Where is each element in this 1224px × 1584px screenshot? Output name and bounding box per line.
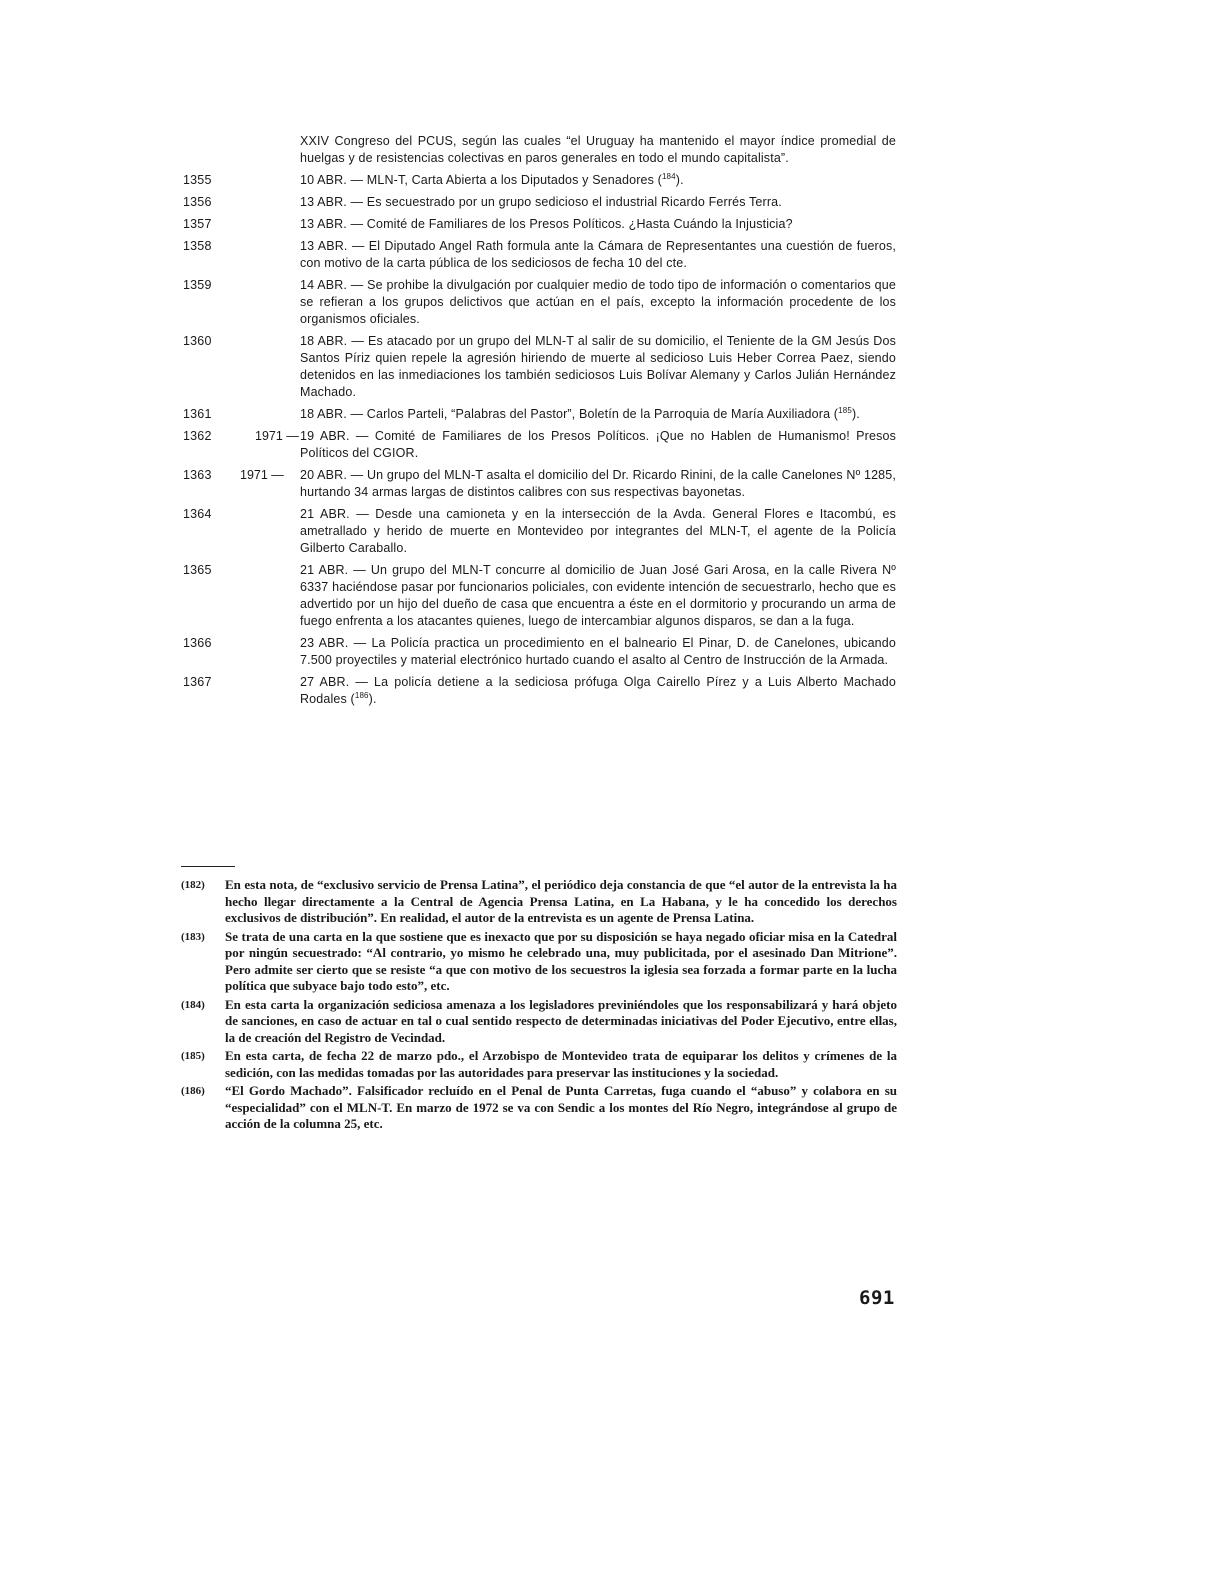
entry-number: 1359 bbox=[183, 278, 212, 292]
footnote-text: Se trata de una carta en la que sostiene que es inexacto que por su disposición se haya negado oficiar misa en la Catedral por ningún secuestrado: “Al contrario, yo mismo he celebrado una, muy publicitada, por el asesinado Dan Mitrione”. Pero admite ser cierto que se resiste “a que con motivo de los secuestros la iglesia sea forzada a formar parte en la lucha política que subyace bajo todo esto”, etc. bbox=[225, 928, 897, 993]
entry-body: 13 ABR. — Comité de Familiares de los Presos Políticos. ¿Hasta Cuándo la Injusticia? bbox=[300, 217, 793, 231]
footnote-label: (184) bbox=[181, 998, 205, 1011]
entry-number: 1366 bbox=[183, 636, 212, 650]
chronology-entry bbox=[0, 506, 1224, 557]
footnote-label: (183) bbox=[181, 930, 205, 943]
entry-tail: ). bbox=[675, 173, 684, 187]
entry-number: 1358 bbox=[183, 239, 212, 253]
chronology-entry bbox=[0, 467, 1224, 501]
footnote-text: En esta carta, de fecha 22 de marzo pdo., el Arzobispo de Montevideo trata de equiparar los delitos y crímenes de la sedición, con las medidas tomadas por las autoridades para preservar las instituciones y la sociedad. bbox=[225, 1048, 897, 1080]
entry-body: 13 ABR. — El Diputado Angel Rath formula ante la Cámara de Representantes una cuestión de fueros, con motivo de la carta pública de los sediciosos de fecha 10 del cte. bbox=[300, 239, 896, 270]
footnote-text: En esta nota, de “exclusivo servicio de Prensa Latina”, el periódico deja constancia de que “el autor de la entrevista la ha hecho llegar directamente a la Central de Agencia Prensa Latina, en La Habana, y le ha concedido los derechos exclusivos de distribución”. En realidad, el autor de la entrevista es un agente de Prensa Latina. bbox=[225, 877, 897, 925]
entry-text bbox=[300, 467, 896, 501]
chronology-entries bbox=[0, 133, 1224, 713]
page-number: 691 bbox=[859, 1287, 895, 1309]
entry-body: 21 ABR. — Desde una camioneta y en la intersección de la Avda. General Flores e Itacombú, es ametrallado y herido de muerte en Montevideo por integrantes del MLN-T, el agente de la Policía Gilberto Caraballo. bbox=[300, 507, 896, 555]
entry-body: 14 ABR. — Se prohibe la divulgación por cualquier medio de todo tipo de información o comentarios que se refieran a los grupos delictivos que actúan en el país, excepto la información procedente de los organismos oficiales. bbox=[300, 278, 896, 326]
chronology-entry bbox=[0, 216, 1224, 233]
entry-body: 18 ABR. — Es atacado por un grupo del MLN-T al salir de su domicilio, el Teniente de la GM Jesús Dos Santos Píriz quien repele la agresión hiriendo de muerte al sedicioso Luis Heber Correa Paez, siendo detenidos en las inmediaciones los también sediciosos Luis Bolívar Alemany y Carlos Julián Hernández Machado. bbox=[300, 334, 896, 399]
footnote-label: (186) bbox=[181, 1085, 205, 1097]
chronology-entry bbox=[0, 333, 1224, 401]
entry-text bbox=[300, 406, 896, 423]
footnote-label: (185) bbox=[181, 1050, 205, 1062]
entry-number: 1356 bbox=[183, 195, 212, 209]
entry-text bbox=[300, 674, 896, 708]
entry-number: 1357 bbox=[183, 217, 212, 231]
chronology-entry bbox=[0, 133, 1224, 167]
entry-number: 1364 bbox=[183, 507, 212, 521]
footnote-reference: 185 bbox=[838, 405, 852, 415]
entry-body: 20 ABR. — Un grupo del MLN-T asalta el domicilio del Dr. Ricardo Rinini, de la calle Canelones Nº 1285, hurtando 34 armas largas de distintos calibres con sus respectivas bayonetas. bbox=[300, 468, 896, 499]
chronology-entry bbox=[0, 194, 1224, 211]
chronology-entry bbox=[0, 172, 1224, 189]
entry-number: 1367 bbox=[183, 675, 212, 689]
footnote-reference: 186 bbox=[354, 690, 369, 700]
entry-text bbox=[300, 172, 896, 189]
entry-tail: ). bbox=[368, 692, 377, 706]
entry-text bbox=[300, 506, 896, 557]
footnote bbox=[181, 877, 897, 927]
chronology-entry bbox=[0, 635, 1224, 669]
entry-year: 1971 — bbox=[240, 468, 284, 482]
entry-text bbox=[300, 194, 896, 211]
footnote bbox=[181, 1083, 897, 1133]
chronology-entry bbox=[0, 428, 1224, 462]
entry-number: 1363 bbox=[183, 468, 212, 482]
entry-body: 21 ABR. — Un grupo del MLN-T concurre al domicilio de Juan José Gari Arosa, en la calle Rivera Nº 6337 haciéndose pasar por funcionarios policiales, con evidente intención de secuestrarlo, hecho que es advertido por un hijo del dueño de casa que encuentra a éste en el dormitorio y procurando un arma de fuego enfrenta a los atacantes quienes, luego de intercambiar algunos disparos, se dan a la fuga. bbox=[300, 563, 896, 628]
entry-text bbox=[300, 562, 896, 630]
chronology-entry bbox=[0, 406, 1224, 423]
footnote-text: En esta carta la organización sediciosa amenaza a los legisladores previniéndoles que los responsabilizará y hará objeto de sanciones, en caso de actuar en tal o cual sentido respecto de determinadas iniciativas del Poder Ejecutivo, entre ellas, la de creación del Registro de Vecindad. bbox=[225, 996, 897, 1045]
footnote bbox=[181, 929, 897, 995]
entry-body: 27 ABR. — La policía detiene a la sediciosa prófuga Olga Cairello Pírez y a Luis Alberto Machado Rodales ( bbox=[300, 675, 896, 706]
entry-body: 23 ABR. — La Policía practica un procedimiento en el balneario El Pinar, D. de Canelones, ubicando 7.500 proyectiles y material electrónico hurtado cuando el asalto al Centro de Instrucción de la Armada. bbox=[300, 636, 896, 667]
chronology-entry bbox=[0, 277, 1224, 328]
footnote-reference: 184 bbox=[661, 171, 676, 181]
footnote-divider bbox=[181, 866, 235, 867]
footnote bbox=[181, 1048, 897, 1081]
entry-body: 10 ABR. — MLN-T, Carta Abierta a los Diputados y Senadores ( bbox=[300, 173, 662, 187]
entry-body: XXIV Congreso del PCUS, según las cuales “el Uruguay ha mantenido el mayor índice promedial de huelgas y de resistencias colectivas en paros generales en todo el mundo capitalista”. bbox=[300, 134, 896, 165]
entry-body: 18 ABR. — Carlos Parteli, “Palabras del Pastor”, Boletín de la Parroquia de María Auxiliadora ( bbox=[300, 407, 839, 421]
entry-year: 1971 — bbox=[255, 429, 299, 443]
entry-body: 19 ABR. — Comité de Familiares de los Presos Políticos. ¡Que no Hablen de Humanismo! Presos Políticos del CGIOR. bbox=[300, 429, 896, 460]
entry-text bbox=[300, 428, 896, 462]
footnote-text: “El Gordo Machado”. Falsificador recluído en el Penal de Punta Carretas, fuga cuando el “abuso” y colabora en su “especialidad” con el MLN-T. En marzo de 1972 se va con Sendic a los montes del Río Negro, integrándose al grupo de acción de la columna 25, etc. bbox=[225, 1083, 897, 1131]
entry-text bbox=[300, 277, 896, 328]
entry-number: 1365 bbox=[183, 563, 212, 577]
entry-number: 1355 bbox=[183, 173, 212, 187]
entry-tail: ). bbox=[851, 407, 860, 421]
entry-number: 1362 bbox=[183, 429, 212, 443]
footnote-label: (182) bbox=[181, 879, 205, 891]
chronology-entry bbox=[0, 238, 1224, 272]
entry-text bbox=[300, 133, 896, 167]
entry-number: 1361 bbox=[183, 407, 212, 421]
entry-text bbox=[300, 635, 896, 669]
entry-text bbox=[300, 333, 896, 401]
footnotes bbox=[181, 877, 897, 1135]
entry-number: 1360 bbox=[183, 334, 212, 348]
entry-body: 13 ABR. — Es secuestrado por un grupo sedicioso el industrial Ricardo Ferrés Terra. bbox=[300, 195, 782, 209]
footnote bbox=[181, 997, 897, 1047]
chronology-entry bbox=[0, 674, 1224, 708]
chronology-entry bbox=[0, 562, 1224, 630]
entry-text bbox=[300, 216, 896, 233]
entry-text bbox=[300, 238, 896, 272]
